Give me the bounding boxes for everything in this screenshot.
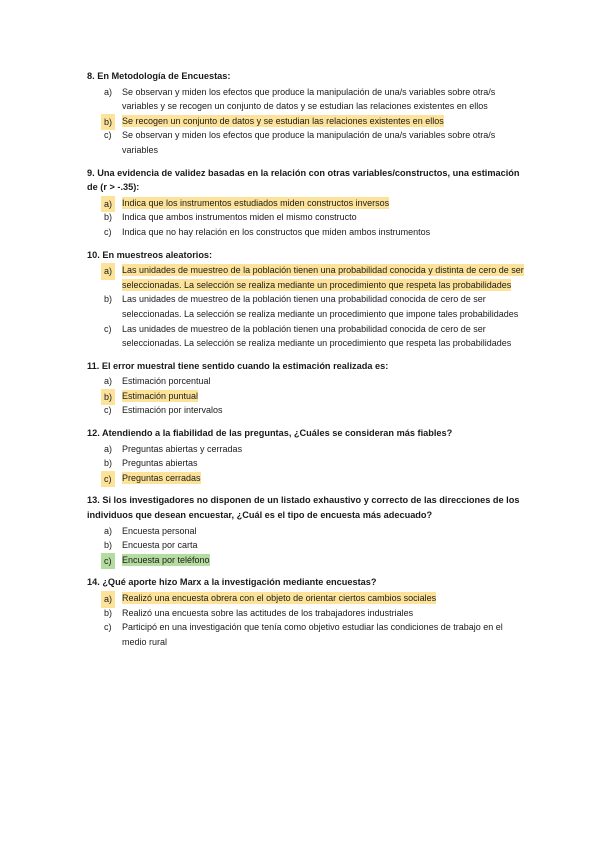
option-text: Se observan y miden los efectos que produce la manipulación de una/s variables sobre otra/s variables y se recogen un conjunto de datos y se estudian las relaciones existentes en ellos <box>122 86 496 112</box>
option-letter: a) <box>104 525 113 536</box>
option-text: Encuesta personal <box>122 525 197 536</box>
option-b <box>87 210 527 225</box>
question-title: 12. Atendiendo a la fiabilidad de las preguntas, ¿Cuáles se consideran más fiables? <box>87 428 453 439</box>
options-list <box>87 196 527 240</box>
question-13 <box>87 493 527 567</box>
option-letter: a) <box>101 263 115 280</box>
option-text: Preguntas cerradas <box>122 472 201 483</box>
question-title: 14. ¿Qué aporte hizo Marx a la investigación mediante encuestas? <box>87 577 377 588</box>
option-text: Encuesta por carta <box>122 540 198 551</box>
question-title: 8. En Metodología de Encuestas: <box>87 71 231 81</box>
question-9 <box>87 166 527 240</box>
option-a <box>87 85 527 114</box>
option-text: Realizó una encuesta sobre las actitudes de los trabajadores industriales <box>122 607 414 618</box>
option-text: Preguntas abiertas y cerradas <box>122 443 243 454</box>
option-letter: b) <box>104 212 113 223</box>
question-title: 13. Si los investigadores no disponen de un listado exhaustivo y correcto de las direcciones de los individuos que desean encuestar, ¿Cuál es el tipo de encuesta más adecuado? <box>87 495 520 521</box>
option-letter: a) <box>101 591 115 608</box>
options-list <box>87 85 527 158</box>
option-letter: b) <box>104 458 113 469</box>
option-letter: a) <box>104 443 113 454</box>
options-list <box>87 524 527 568</box>
option-a <box>87 524 527 539</box>
option-text: Participó en una investigación que tenía como objetivo estudiar las condiciones de trabajo en el medio rural <box>122 622 503 647</box>
option-letter: b) <box>104 294 113 305</box>
option-letter: b) <box>101 114 115 131</box>
option-letter: c) <box>104 226 112 237</box>
question-11 <box>87 359 527 418</box>
option-b <box>87 389 527 404</box>
question-8 <box>87 69 527 158</box>
question-title: 11. El error muestral tiene sentido cuando la estimación realizada es: <box>87 360 389 371</box>
option-c <box>87 553 527 568</box>
option-text: Indica que los instrumentos estudiados miden constructos inversos <box>122 197 390 208</box>
option-b <box>87 114 527 129</box>
option-text: Se recogen un conjunto de datos y se estudian las relaciones existentes en ellos <box>122 115 444 126</box>
options-list <box>87 591 527 649</box>
question-title: 9. Una evidencia de validez basadas en la relación con otras variables/constructos, una estimación de (r > -.35): <box>87 167 520 193</box>
option-text: Las unidades de muestreo de la población tienen una probabilidad conocida de cero de ser seleccionadas. La selección se realiza mediante un procedimiento que respeta las probabilidades <box>122 323 512 349</box>
option-letter: a) <box>104 376 113 387</box>
options-list <box>87 263 527 351</box>
option-letter: a) <box>104 86 113 97</box>
option-letter: c) <box>101 553 115 570</box>
option-b <box>87 538 527 553</box>
options-list <box>87 442 527 486</box>
option-c <box>87 620 527 649</box>
option-text: Se observan y miden los efectos que produce la manipulación de una/s variables sobre otra/s variables <box>122 130 496 155</box>
option-letter: b) <box>101 389 115 406</box>
option-text: Preguntas abiertas <box>122 458 198 469</box>
option-letter: c) <box>101 471 115 488</box>
option-letter: b) <box>104 607 113 618</box>
option-c <box>87 225 527 240</box>
option-letter: b) <box>104 540 113 551</box>
question-12 <box>87 426 527 485</box>
option-a <box>87 442 527 457</box>
option-c <box>87 471 527 486</box>
question-title: 10. En muestreos aleatorios: <box>87 249 213 260</box>
option-text: Las unidades de muestreo de la población tienen una probabilidad conocida de cero de ser seleccionadas. La selección se realiza mediante un procedimiento que impone tales probabilidades <box>122 294 519 319</box>
option-b <box>87 292 527 321</box>
option-c <box>87 403 527 418</box>
option-letter: c) <box>104 130 112 141</box>
option-text: Indica que no hay relación en los constructos que miden ambos instrumentos <box>122 226 431 237</box>
option-letter: c) <box>104 405 112 416</box>
question-list <box>87 69 527 657</box>
option-text: Estimación porcentual <box>122 376 211 387</box>
option-letter: c) <box>104 323 112 334</box>
option-a <box>87 591 527 606</box>
option-b <box>87 456 527 471</box>
option-c <box>87 128 527 157</box>
option-a <box>87 374 527 389</box>
option-text: Estimación puntual <box>122 390 199 401</box>
option-text: Realizó una encuesta obrera con el objeto de orientar ciertos cambios sociales <box>122 593 437 603</box>
option-c <box>87 322 527 351</box>
option-a <box>87 263 527 292</box>
option-b <box>87 606 527 621</box>
option-letter: c) <box>104 622 112 633</box>
option-text: Las unidades de muestreo de la población tienen una probabilidad conocida y distinta de cero de ser seleccionadas. La selección se realiza mediante un procedimiento que respeta las probabilidades <box>122 265 524 290</box>
option-text: Encuesta por teléfono <box>122 554 210 565</box>
option-text: Indica que ambos instrumentos miden el mismo constructo <box>122 212 357 223</box>
options-list <box>87 374 527 418</box>
option-a <box>87 196 527 211</box>
question-10 <box>87 248 527 351</box>
question-14 <box>87 575 527 649</box>
option-letter: a) <box>101 196 115 213</box>
option-text: Estimación por intervalos <box>122 405 223 416</box>
